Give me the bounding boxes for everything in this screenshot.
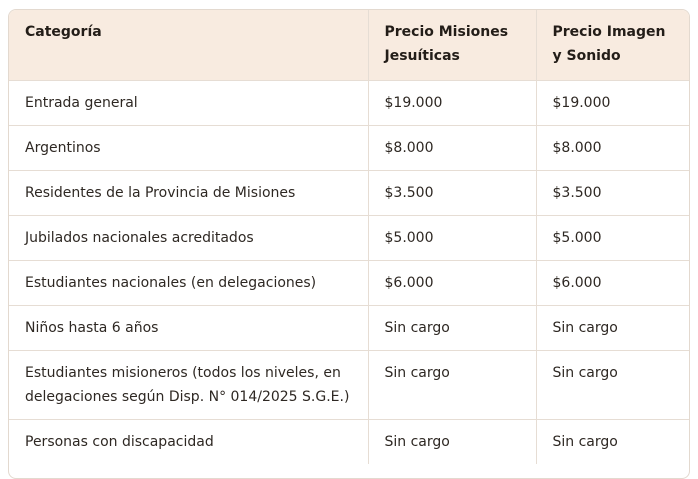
- row-category: Personas con discapacidad: [25, 433, 214, 450]
- header-precio-misiones-jesuiticas: Precio Misiones Jesuíticas: [368, 10, 536, 80]
- row-price-misiones: $5.000: [368, 215, 536, 260]
- row-price-misiones: Sin cargo: [368, 305, 536, 350]
- row-category: Estudiantes nacionales (en delegaciones): [25, 274, 317, 291]
- row-category: Entrada general: [25, 94, 138, 111]
- table-row: [9, 125, 690, 170]
- header-precio-imagen-y-sonido: Precio Imagen y Sonido: [536, 10, 690, 80]
- table-row: [9, 170, 690, 215]
- header-categoria: Categoría: [25, 24, 102, 40]
- table-row: [9, 350, 690, 419]
- row-price-imagen-sonido: $19.000: [536, 80, 690, 125]
- row-price-misiones: Sin cargo: [368, 419, 536, 464]
- table-row: [9, 80, 690, 125]
- row-price-misiones: $19.000: [368, 80, 536, 125]
- row-category: Argentinos: [25, 139, 101, 156]
- table-row: [9, 260, 690, 305]
- row-price-misiones: $3.500: [368, 170, 536, 215]
- price-table: [9, 10, 690, 464]
- row-price-imagen-sonido: $8.000: [536, 125, 690, 170]
- row-price-imagen-sonido: Sin cargo: [536, 305, 690, 350]
- table-header-row: [9, 10, 690, 80]
- row-price-misiones: $6.000: [368, 260, 536, 305]
- row-price-imagen-sonido: Sin cargo: [536, 419, 690, 464]
- row-category: Residentes de la Provincia de Misiones: [25, 184, 296, 201]
- row-price-misiones: Sin cargo: [368, 350, 536, 419]
- table-row: [9, 419, 690, 464]
- row-price-imagen-sonido: $6.000: [536, 260, 690, 305]
- table-row: [9, 215, 690, 260]
- row-price-imagen-sonido: $5.000: [536, 215, 690, 260]
- row-category: Niños hasta 6 años: [25, 319, 159, 336]
- row-category: Estudiantes misioneros (todos los niveles, en delegaciones según Disp. N° 014/2025 S.G.E.): [25, 364, 350, 405]
- price-table-container: [8, 9, 690, 479]
- row-price-misiones: $8.000: [368, 125, 536, 170]
- row-price-imagen-sonido: Sin cargo: [536, 350, 690, 419]
- table-row: [9, 305, 690, 350]
- row-category: Jubilados nacionales acreditados: [25, 229, 254, 246]
- row-price-imagen-sonido: $3.500: [536, 170, 690, 215]
